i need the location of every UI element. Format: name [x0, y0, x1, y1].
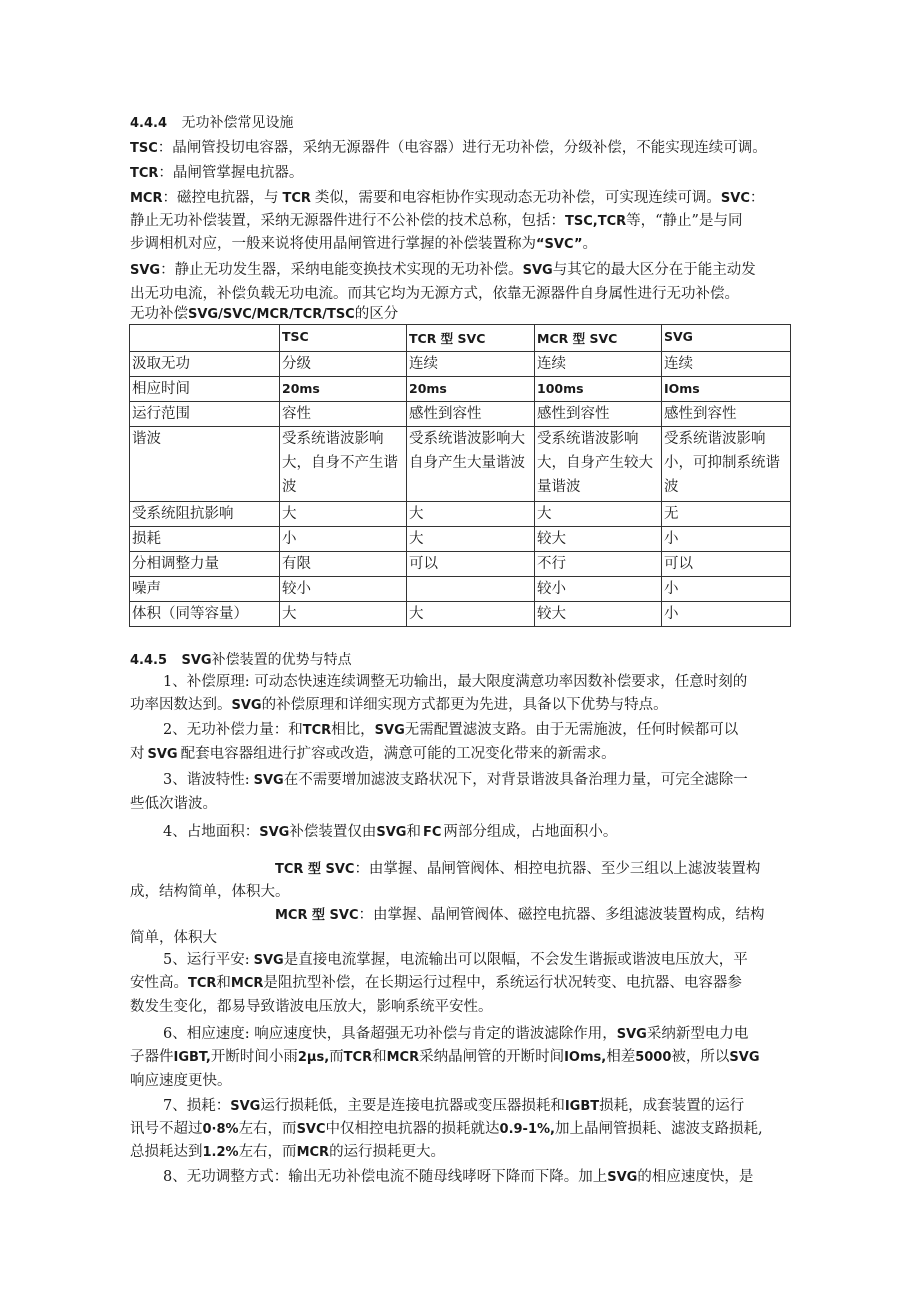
text: 7、损耗：: [163, 1098, 231, 1114]
table-cell: 小: [662, 602, 791, 627]
text: ：磁控电抗器，与: [162, 190, 279, 206]
text: 和: [372, 1049, 387, 1065]
mcr-svc-line1: [275, 905, 765, 926]
table-cell: 较小: [535, 577, 662, 602]
table-cell: 小: [662, 527, 791, 552]
term: SVG: [374, 723, 405, 738]
text: 2、无功补偿力量：和: [163, 722, 303, 738]
table-cell: [407, 577, 535, 602]
text: 相比，: [331, 722, 375, 738]
table-row: [130, 377, 791, 402]
para-2-line1: [163, 720, 738, 741]
text: 8、无功调整方式：输出无功补偿电流不随母线哮呀下降而下降。加上: [163, 1169, 608, 1185]
term: IGBT: [564, 1099, 600, 1114]
table-cell: IOms: [662, 377, 791, 402]
table-cell: 损耗: [130, 527, 280, 552]
text: ：静止无功发生器，采纳电能变换技术实现的无功补偿。: [160, 262, 523, 278]
table-cell: 受系统谐波影响大，自身产生较大量谐波: [535, 427, 662, 502]
term: 0.9-1%,: [499, 1122, 555, 1137]
para-5-line1: [163, 950, 748, 971]
text: 两部分组成，占地面积小。: [443, 824, 618, 840]
term: SVG: [231, 698, 262, 713]
table-cell: 体积（同等容量）: [130, 602, 280, 627]
table-cell: 无: [662, 502, 791, 527]
text: 和: [406, 824, 421, 840]
table-cell: 可以: [662, 552, 791, 577]
term: SVG: [616, 1027, 647, 1042]
table-row: [130, 352, 791, 377]
section-heading-444: [130, 113, 293, 134]
text: 的区分: [354, 306, 399, 322]
term: SVG: [607, 1170, 638, 1185]
term: MCR: [296, 1145, 330, 1160]
table-cell: 20ms: [280, 377, 407, 402]
table-cell: 运行范围: [130, 402, 280, 427]
table-cell: 有限: [280, 552, 407, 577]
table-cell: 大: [280, 602, 407, 627]
para-6-line3: [130, 1071, 232, 1091]
table-cell: 连续: [407, 352, 535, 377]
text: 无功补偿: [130, 306, 188, 322]
para-2-line2: [130, 744, 616, 765]
table-cell: 可以: [407, 552, 535, 577]
text: 1、补偿原理: 可动态快速连续调整无功输出，最大限度满意功率因数补偿要求，任意时刻的: [163, 674, 748, 690]
text: 数发生变化，都易导致谐波电压放大，影响系统平安性。: [130, 999, 493, 1015]
table-cell: 大: [407, 502, 535, 527]
term: MCR 型 SVC: [275, 908, 359, 923]
table-cell: 不行: [535, 552, 662, 577]
term: SVG: [181, 653, 212, 668]
section-number: 4.4.5: [130, 653, 168, 668]
text: 配套电容器组进行扩容或改造，满意可能的工况变化带来的新需求。: [180, 746, 616, 762]
text: 采纳新型电力电: [646, 1026, 749, 1042]
table-cell: 大: [407, 602, 535, 627]
mcr-definition: [130, 188, 764, 209]
mcr-svc-line2: [130, 928, 217, 948]
text: 子器件: [130, 1049, 174, 1065]
text: 和: [216, 975, 231, 991]
svg-definition: [130, 260, 756, 281]
table-cell: 小: [280, 527, 407, 552]
term-tcr: TCR: [130, 166, 159, 181]
text: 与其它的最大区分在于能主动发: [552, 262, 756, 278]
section-title: 无功补偿常见设施: [181, 115, 294, 131]
para-1-line2: [130, 695, 668, 716]
text: 而: [329, 1049, 344, 1065]
text: ：晶闸管投切电容器，采纳无源器件（电容器）进行无功补偿，分级补偿，不能实现连续可调。: [157, 140, 767, 156]
table-row: [130, 527, 791, 552]
term-svg: SVG: [130, 263, 161, 278]
term: SVG: [253, 953, 284, 968]
term: TCR: [343, 1050, 373, 1065]
table-cell: 较大: [535, 527, 662, 552]
term: SVG: [376, 825, 407, 840]
tsc-definition: [130, 138, 767, 159]
text: 是阻抗型补偿，在长期运行过程中，系统运行状况转变、电抗器、电容器参: [263, 975, 742, 991]
text: 的相应速度快，是: [637, 1169, 754, 1185]
svc-definition-line2: [130, 211, 742, 232]
text: 相差: [606, 1049, 636, 1065]
text: 加上晶闸管损耗、滤波支路损耗,: [554, 1121, 763, 1137]
table-cell: 噪声: [130, 577, 280, 602]
text: 5、运行平安:: [163, 952, 250, 968]
term: SVG: [253, 773, 284, 788]
term: SVG: [259, 825, 290, 840]
tcr-svc-line2: [130, 882, 290, 902]
para-7-line2: [130, 1119, 763, 1140]
term: TCR: [302, 723, 332, 738]
table-header-row: [130, 325, 791, 352]
text: 功率因数达到。: [130, 697, 232, 713]
term: TSC,TCR: [565, 214, 627, 229]
table-cell: 汲取无功: [130, 352, 280, 377]
text: ：晶闸管掌握电抗器。: [158, 165, 304, 181]
table-cell: 感性到容性: [407, 402, 535, 427]
text: 被，所以: [671, 1049, 730, 1065]
text: 中仅相控电抗器的损耗就达: [325, 1121, 500, 1137]
table-row: [130, 402, 791, 427]
table-cell: 受系统谐波影响大，自身不产生谐波: [280, 427, 407, 502]
text: 在不需要增加滤波支路状况下，对背景谐波具备治理力量，可完全滤除一: [283, 772, 748, 788]
text: 的运行损耗更大。: [329, 1144, 446, 1160]
text: 讯号不超过: [130, 1121, 203, 1137]
text: 是直接电流掌握，电流输出可以限幅，不会发生谐振或谐波电压放大，平: [283, 952, 748, 968]
term: IOms,: [564, 1050, 607, 1065]
table-cell: 20ms: [407, 377, 535, 402]
term-tsc: TSC: [130, 141, 158, 156]
term: SVC: [296, 1122, 326, 1137]
table-cell: 大: [407, 527, 535, 552]
table-row: [130, 552, 791, 577]
text: 开断时间小雨: [210, 1049, 298, 1065]
table-cell: 受系统谐波影响大自身产生大量谐波: [407, 427, 535, 502]
header-cell: TSC: [280, 325, 407, 352]
table-cell: 小: [662, 577, 791, 602]
term: MCR: [230, 976, 264, 991]
para-1-line1: [163, 672, 747, 692]
para-6-line1: [163, 1024, 748, 1045]
term: SVG/SVC/MCR/TCR/TSC: [188, 307, 355, 322]
text: 4、占地面积：: [163, 824, 260, 840]
term: TCR: [188, 976, 217, 991]
term-svc: SVC: [720, 191, 750, 206]
para-5-line3: [130, 997, 493, 1017]
para-3-line2: [130, 794, 217, 814]
para-6-line2: [130, 1047, 760, 1068]
table-caption: [130, 304, 398, 325]
term: TCR 型 SVC: [275, 862, 355, 877]
text: 类似，需要和电容柜协作实现动态无功补偿，可实现连续可调。: [314, 190, 721, 206]
para-3-line1: [163, 770, 748, 791]
svg-definition-line2: [130, 284, 739, 304]
term: SVG: [147, 747, 178, 762]
text: ：: [749, 190, 765, 206]
text: 损耗，成套装置的运行: [599, 1098, 745, 1114]
table-cell: 100ms: [535, 377, 662, 402]
tcr-svc-line1: [275, 859, 760, 880]
text: 左右，而: [238, 1144, 297, 1160]
para-8-line1: [163, 1167, 753, 1188]
term: SVG: [230, 1099, 261, 1114]
text: 左右，而: [238, 1121, 297, 1137]
term: TCR: [282, 191, 311, 206]
term: 2μs,: [297, 1050, 330, 1065]
text: 总损耗达到: [130, 1144, 203, 1160]
table-cell: 连续: [535, 352, 662, 377]
table-cell: 大: [280, 502, 407, 527]
section-title: 补偿装置的优势与特点: [211, 652, 352, 668]
text: 安性高。: [130, 975, 188, 991]
table-cell: 分相调整力量: [130, 552, 280, 577]
table-cell: 连续: [662, 352, 791, 377]
text: 等，“静止”是与同: [626, 213, 743, 229]
term: 0·8%: [202, 1122, 239, 1137]
tcr-definition: [130, 163, 303, 184]
table-cell: 大: [535, 502, 662, 527]
text: 补偿装置仅由: [289, 824, 377, 840]
header-cell: TCR 型 SVC: [407, 325, 535, 352]
text: ：由掌握、晶闸管阀体、磁控电抗器、多组滤波装置构成，结构: [358, 907, 765, 923]
table-cell: 受系统阻抗影响: [130, 502, 280, 527]
header-cell: SVG: [662, 325, 791, 352]
text: 出无功电流，补偿负载无功电流。而其它均为无源方式，依靠无源器件自身属性进行无功补偿。: [130, 286, 739, 302]
term: SVG: [522, 263, 553, 278]
text: 些低次谐波。: [130, 796, 217, 812]
table-cell: 谐波: [130, 427, 280, 502]
table-cell: 较大: [535, 602, 662, 627]
text: 无需配置滤波支路。由于无需施波，任何时候都可以: [404, 722, 739, 738]
table-row: [130, 602, 791, 627]
term: IGBT,: [173, 1050, 211, 1065]
para-5-line2: [130, 973, 742, 994]
svc-definition-line3: [130, 234, 597, 255]
text: 步调相机对应，一般来说将使用晶闸管进行掌握的补偿装置称为: [130, 236, 536, 252]
para-7-line3: [130, 1142, 445, 1163]
term-mcr: MCR: [130, 191, 163, 206]
table-cell: 感性到容性: [535, 402, 662, 427]
term: 5000: [635, 1050, 672, 1065]
term: MCR: [386, 1050, 420, 1065]
table-cell: 感性到容性: [662, 402, 791, 427]
term: SVG: [729, 1050, 760, 1065]
text: 静止无功补偿装置，采纳无源器件进行不公补偿的技术总称，包括：: [130, 213, 565, 229]
text: ：由掌握、晶闸管阀体、相控电抗器、至少三组以上滤波装置构: [354, 861, 761, 877]
text: 的补偿原理和详细实现方式都更为先进，具备以下优势与特点。: [261, 697, 668, 713]
text: 成，结构简单，体积大。: [130, 884, 290, 900]
section-heading-445: [130, 650, 352, 671]
text: 对: [130, 746, 145, 762]
text: 采纳晶闸管的开断时间: [419, 1049, 565, 1065]
table-row: [130, 427, 791, 502]
comparison-table: [129, 324, 791, 627]
table-row: [130, 502, 791, 527]
term: 1.2%: [202, 1145, 239, 1160]
text: 简单，体积大: [130, 930, 217, 946]
term: FC: [422, 825, 442, 840]
para-7-line1: [163, 1096, 744, 1117]
header-cell: MCR 型 SVC: [535, 325, 662, 352]
section-number: 4.4.4: [130, 116, 168, 131]
text: 运行损耗低，主要是连接电抗器或变压器损耗和: [260, 1098, 565, 1114]
text: 6、相应速度: 响应速度快，具备超强无功补偿与肯定的谐波滤除作用，: [163, 1026, 617, 1042]
text: 响应速度更快。: [130, 1073, 232, 1089]
para-4: [163, 822, 617, 843]
table-cell: 分级: [280, 352, 407, 377]
term: “SVC”: [536, 237, 583, 252]
table-row: [130, 577, 791, 602]
header-cell: [130, 325, 280, 352]
text: 3、谐波特性:: [163, 772, 250, 788]
table-cell: 较小: [280, 577, 407, 602]
table-cell: 相应时间: [130, 377, 280, 402]
table-cell: 容性: [280, 402, 407, 427]
table-cell: 受系统谐波影响小，可抑制系统谐波: [662, 427, 791, 502]
text: 。: [582, 236, 598, 252]
